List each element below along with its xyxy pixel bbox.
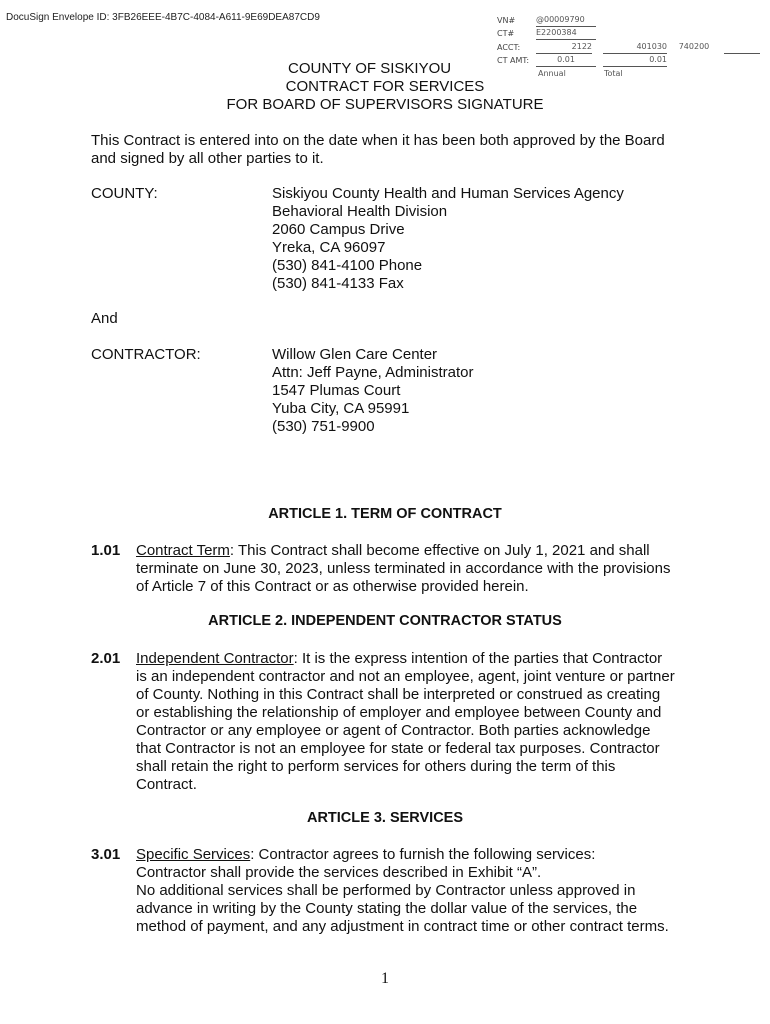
vn-label: VN# bbox=[497, 16, 516, 25]
article-2-heading: ARTICLE 2. INDEPENDENT CONTRACTOR STATUS bbox=[208, 613, 562, 629]
section-1-01-line: terminate on June 30, 2023, unless terminated in accordance with the provisions bbox=[136, 560, 671, 577]
vn-value: @00009790 bbox=[536, 15, 596, 27]
page-number: 1 bbox=[381, 970, 389, 987]
section-2-01-line: is an independent contractor and not an employee, agent, joint venture or partner bbox=[136, 668, 675, 685]
acct-label: ACCT: bbox=[497, 43, 521, 52]
section-3-01-line: No additional services shall be performed by Contractor unless approved in bbox=[136, 882, 636, 899]
total-caption: Total bbox=[604, 69, 623, 78]
ct-label: CT# bbox=[497, 29, 515, 38]
section-2-01-line: Contract. bbox=[136, 776, 197, 793]
section-2-01-line: of County. Nothing in this Contract shall be interpreted or construed as creating bbox=[136, 686, 661, 703]
section-1-01-number: 1.01 bbox=[91, 542, 121, 559]
contractor-label: CONTRACTOR: bbox=[91, 346, 201, 363]
section-3-01-line: Contractor shall provide the services described in Exhibit “A”. bbox=[136, 864, 542, 881]
section-2-01-line-1 bbox=[136, 650, 662, 668]
section-3-01-title: Specific Services bbox=[136, 846, 251, 863]
article-1-heading: ARTICLE 1. TERM OF CONTRACT bbox=[268, 506, 502, 522]
section-2-01-title: Independent Contractor bbox=[136, 650, 294, 667]
contractor-address-line: Attn: Jeff Payne, Administrator bbox=[272, 364, 474, 381]
envelope-id: DocuSign Envelope ID: 3FB26EEE-4B7C-4084-A611-9E69DEA87CD9 bbox=[6, 12, 320, 23]
section-2-01-text: : It is the express intention of the parties that Contractor bbox=[293, 650, 663, 667]
section-3-01-line-1 bbox=[136, 846, 595, 864]
intro-line-2: and signed by all other parties to it. bbox=[91, 150, 324, 167]
contractor-address-line: 1547 Plumas Court bbox=[272, 382, 401, 399]
title-board: FOR BOARD OF SUPERVISORS SIGNATURE bbox=[226, 96, 544, 113]
section-3-01-line: advance in writing by the County stating the dollar value of the services, the bbox=[136, 900, 638, 917]
section-2-01-number: 2.01 bbox=[91, 650, 121, 667]
acct-value-object: 740200 bbox=[678, 42, 710, 51]
acct-blank-line bbox=[724, 53, 760, 54]
contractor-address-line: Willow Glen Care Center bbox=[272, 346, 438, 363]
article-3-heading: ARTICLE 3. SERVICES bbox=[306, 810, 464, 826]
section-2-01-line: Contractor or any employee or agent of Contractor. Both parties acknowledge bbox=[136, 722, 651, 739]
title-contract: CONTRACT FOR SERVICES bbox=[285, 78, 485, 95]
section-2-01-line: that Contractor is not an employee for state or federal tax purposes. Contractor bbox=[136, 740, 660, 757]
section-3-01-text: : Contractor agrees to furnish the following services: bbox=[250, 846, 596, 863]
acct-value-fund: 2122 bbox=[536, 42, 592, 54]
ct-value: E2200384 bbox=[536, 28, 596, 40]
county-label: COUNTY: bbox=[91, 185, 158, 202]
county-address-line: 2060 Campus Drive bbox=[272, 221, 405, 238]
acct-value-org: 401030 bbox=[603, 42, 667, 54]
county-address-line: Behavioral Health Division bbox=[272, 203, 448, 220]
section-3-01-line: method of payment, and any adjustment in contract time or other contract terms. bbox=[136, 918, 669, 935]
contractor-address-line: Yuba City, CA 95991 bbox=[272, 400, 410, 417]
annual-caption: Annual bbox=[538, 69, 566, 78]
county-address-line: (530) 841-4100 Phone bbox=[272, 257, 423, 274]
section-1-01-title: Contract Term bbox=[136, 542, 230, 559]
section-1-01-line: of Article 7 of this Contract or as otherwise provided herein. bbox=[136, 578, 529, 595]
section-3-01-number: 3.01 bbox=[91, 846, 121, 863]
section-2-01-line: or establishing the relationship of employer and employee between County and bbox=[136, 704, 662, 721]
intro-line-1: This Contract is entered into on the date when it has been both approved by the Board bbox=[91, 132, 665, 149]
county-address-line: (530) 841-4133 Fax bbox=[272, 275, 404, 292]
ctamt-label: CT AMT: bbox=[497, 56, 530, 65]
title-county: COUNTY OF SISKIYOU bbox=[288, 60, 452, 77]
section-1-01-line-1 bbox=[136, 542, 681, 560]
ctamt-total-value: 0.01 bbox=[603, 55, 667, 67]
county-address-line: Siskiyou County Health and Human Services Agency bbox=[272, 185, 624, 202]
and-text: And bbox=[91, 310, 118, 327]
section-2-01-line: shall retain the right to perform services for others during the term of this bbox=[136, 758, 616, 775]
contractor-address-line: (530) 751-9900 bbox=[272, 418, 375, 435]
section-1-01-text: : This Contract shall become effective on July 1, 2021 and shall bbox=[229, 542, 650, 559]
county-address-line: Yreka, CA 96097 bbox=[272, 239, 386, 256]
ctamt-annual-value: 0.01 bbox=[536, 55, 596, 67]
